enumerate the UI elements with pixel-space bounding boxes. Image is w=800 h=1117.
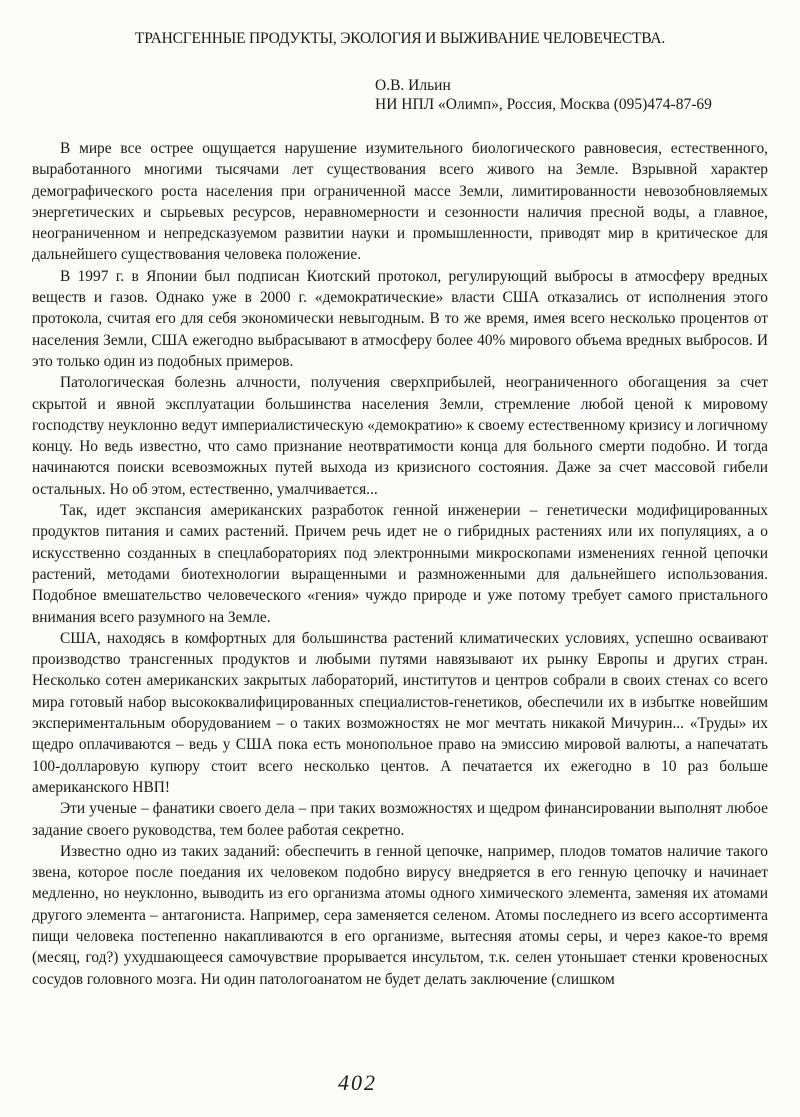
article-body [32,138,768,990]
paragraph-5: США, находясь в комфортных для большинства растений климатических условиях, успешно осваивают производство трансгенных продуктов и любыми путями навязывают их рынку Европы и других стран. Несколько сотен американских закрытых лабораторий, институтов и центров собрали в своих стенах со всего мира готовый набор высококвалифицированных специалистов-генетиков, обеспечили их в избытке новейшим экспериментальным оборудованием – о таких возможностях не мог мечтать никакой Мичурин... «Труды» их щедро оплачиваются – ведь у США пока есть монопольное право на эмиссию мировой валюты, а напечатать 100-долларовую купюру стоит всего несколько центов. А печатается их ежегодно в 10 раз больше американского НВП! [32,629,768,796]
paragraph-4: Так, идет экспансия американских разработок генной инженерии – генетически модифицированных продуктов питания и самих растений. Причем речь идет не о гибридных растениях или их популяциях, а о искусственно созданных в спецлабораториях под электронными микроскопами изменениях генной цепочки растений, методами биотехнологии выращенными и размноженными для дальнейшего использования. Подобное вмешательство человеческого «гения» чуждо природе и уже потому требует самого пристального внимания всего разумного на Земле. [32,502,768,626]
author-block [375,76,712,114]
paragraph-7: Известно одно из таких заданий: обеспечить в генной цепочке, например, плодов томатов наличие такого звена, которое после поедания их человеком подобно вирусу внедряется в его генную цепочку и начинает медленно, но неуклонно, выводить из его организма атомы одного химического элемента, заменяя их атомами другого элемента – антагониста. Например, сера заменяется селеном. Атомы последнего из всего ассортимента пищи человека постепенно накапливаются в его организме, вытесняя атомы серы, и через какое-то время (месяц, год?) ухудшающееся самочувствие прорывается инсультом, т.к. селен утоньшает стенки кровеносных сосудов головного мозга. Ни один патологоанатом не будет делать заключение (слишком [32,842,768,988]
paragraph-1: В мире все острее ощущается нарушение изумительного биологического равновесия, естественного, выработанного многими тысячами лет существования всего живого на Земле. Взрывной характер демографического роста населения при ограниченной массе Земли, лимитированности невозобновляемых энергетических и сырьевых ресурсов, неравномерности и сезонности наличия пресной воды, а главное, неограниченном и непредсказуемом развитии науки и промышленности, приводят мир в критическое для дальнейшего существования человека положение. [32,140,768,264]
page-number: 402 [338,1070,377,1095]
paragraph-2: В 1997 г. в Японии был подписан Киотский протокол, регулирующий выбросы в атмосферу вредных веществ и газов. Однако уже в 2000 г. «демократические» власти США отказались от исполнения этого протокола, считая его для себя экономически невыгодным. В то же время, имея всего несколько процентов от населения Земли, США ежегодно выбрасывают в атмосферу более 40% мирового объема вредных выбросов. И это только один из подобных примеров. [32,267,768,370]
author-affiliation: НИ НПЛ «Олимп», Россия, Москва (095)474-87-69 [375,96,712,113]
paragraph-3: Патологическая болезнь алчности, получения сверхприбылей, неограниченного обогащения за счет скрытой и явной эксплуатации большинства населения Земли, стремление любой ценой к мировому господству неуклонно ведут империалистическую «демократию» к своему естественному кризису и логичному концу. Но ведь известно, что само признание неотвратимости конца для больного смерти подобно. И тогда начинаются поиски всевозможных путей выхода из кризисного состояния. Даже за счет массовой гибели остальных. Но об этом, естественно, умалчивается... [32,374,768,498]
author-name: О.В. Ильин [375,77,451,94]
document-title: ТРАНСГЕННЫЕ ПРОДУКТЫ, ЭКОЛОГИЯ И ВЫЖИВАНИЕ ЧЕЛОВЕЧЕСТВА. [134,30,666,47]
paragraph-6: Эти ученые – фанатики своего дела – при таких возможностях и щедром финансировании выполнят любое задание своего руководства, тем более работая секретно. [32,800,768,839]
